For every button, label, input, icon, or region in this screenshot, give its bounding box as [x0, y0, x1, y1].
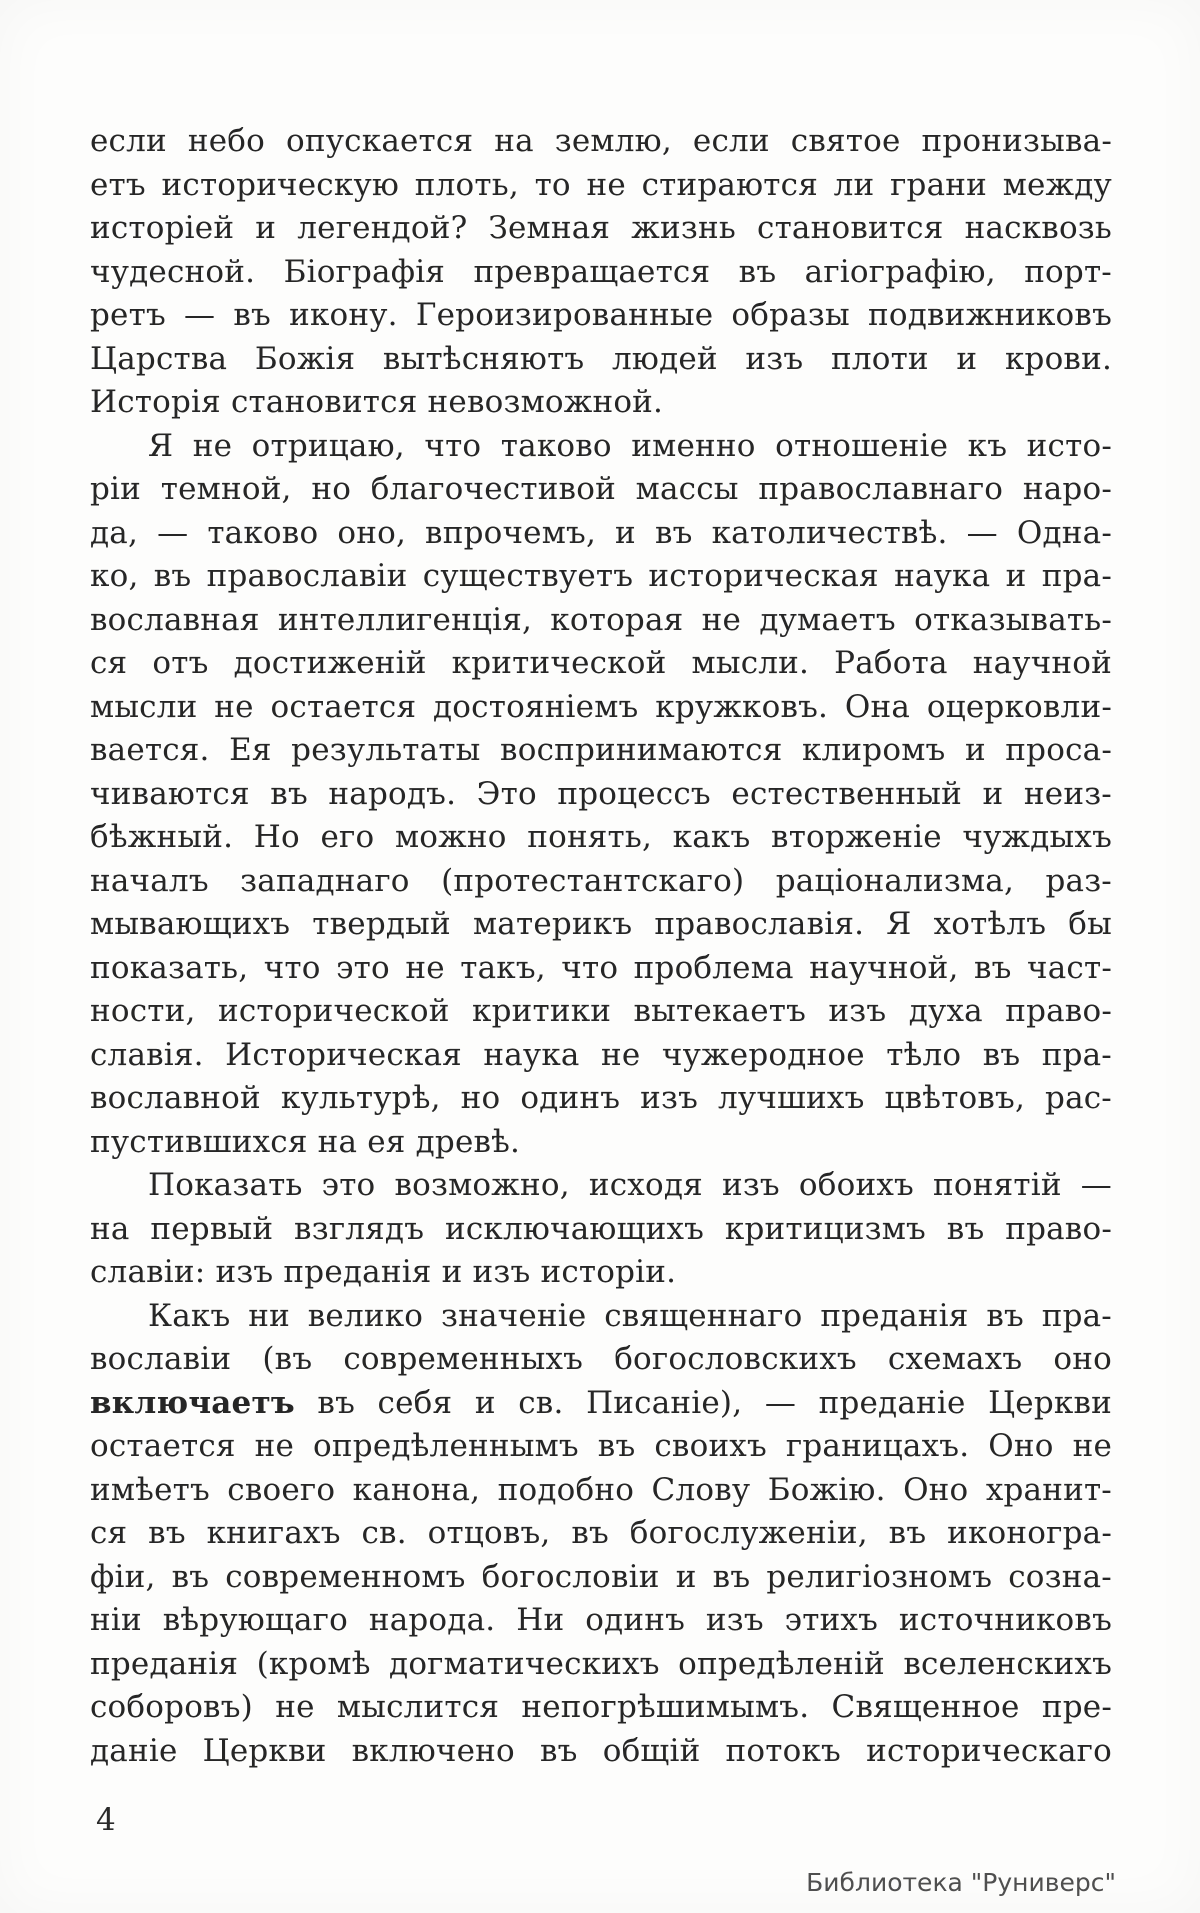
text-line: славіи: изъ преданія и изъ исторіи.: [90, 1254, 677, 1290]
text-line: да, — таково оно, впрочемъ, и въ католичествѣ. — Одна-: [90, 514, 1112, 551]
paragraph: [90, 425, 1112, 1165]
text-line: вославной культурѣ, но одинъ изъ лучшихъ цвѣтовъ, рас-: [90, 1080, 1112, 1116]
text-line: етъ историческую плоть, то не стираются ли грани между: [90, 166, 1112, 203]
text-block: [90, 120, 1112, 1773]
page-number: 4: [96, 1802, 116, 1838]
text-line: ся отъ достиженій критической мысли. Работа научной: [90, 645, 1112, 681]
text-line: вается. Ея результаты воспринимаются клиромъ и проса-: [90, 732, 1112, 768]
text-line: мысли не остается достояніемъ кружковъ. Она оцерковли-: [90, 688, 1112, 725]
text-line: ніи вѣрующаго народа. Ни одинъ изъ этихъ источниковъ: [90, 1602, 1112, 1638]
text-line: началъ западнаго (протестантскаго) раціонализма, раз-: [90, 862, 1112, 899]
text-line: исторіей и легендой? Земная жизнь становится насквозь: [90, 210, 1112, 246]
text-line: [90, 1382, 1112, 1426]
text-line: Исторія становится невозможной.: [90, 384, 664, 420]
text-line: имѣетъ своего канона, подобно Слову Божію. Оно хранит-: [90, 1471, 1112, 1508]
text-line: вославная интеллигенція, которая не думаетъ отказывать-: [90, 601, 1112, 638]
text-segment: въ себя и св. Писаніе), — преданіе Церкви: [294, 1384, 1112, 1421]
paragraph: [90, 120, 1112, 425]
text-line: Показать это возможно, исходя изъ обоихъ понятій —: [148, 1167, 1112, 1203]
text-line: соборовъ) не мыслится непогрѣшимымъ. Священное пре-: [90, 1689, 1112, 1725]
text-line: славія. Историческая наука не чужеродное тѣло въ пра-: [90, 1036, 1112, 1073]
text-line: Я не отрицаю, что таково именно отношеніе къ исто-: [148, 427, 1112, 464]
library-watermark: Библиотека "Руниверс": [806, 1868, 1116, 1897]
text-line: пустившихся на ея древѣ.: [90, 1123, 521, 1160]
text-line: чудесной. Біографія превращается въ агіографію, порт-: [90, 253, 1112, 290]
text-line: остается не опредѣленнымъ въ своихъ границахъ. Оно не: [90, 1428, 1112, 1464]
text-line: ретъ — въ икону. Героизированные образы подвижниковъ: [90, 297, 1112, 333]
text-line: Какъ ни велико значеніе священнаго преданія въ пра-: [148, 1297, 1112, 1334]
paragraph: [90, 1164, 1112, 1295]
text-line: показать, что это не такъ, что проблема научной, въ част-: [90, 949, 1112, 986]
text-line: если небо опускается на землю, если святое пронизыва-: [90, 123, 1112, 159]
text-line: бѣжный. Но его можно понять, какъ вторженіе чуждыхъ: [90, 819, 1112, 855]
text-line: даніе Церкви включено въ общій потокъ историческаго: [90, 1732, 1112, 1769]
text-line: чиваются въ народъ. Это процессъ естественный и неиз-: [90, 775, 1112, 812]
text-line: вославіи (въ современныхъ богословскихъ схемахъ оно: [90, 1341, 1112, 1377]
text-line: ности, исторической критики вытекаетъ изъ духа право-: [90, 993, 1112, 1029]
paragraph: [90, 1295, 1112, 1774]
text-line: фіи, въ современномъ богословіи и въ религіозномъ созна-: [90, 1558, 1112, 1595]
text-line: Царства Божія вытѣсняютъ людей изъ плоти и крови.: [90, 340, 1112, 377]
text-line: на первый взглядъ исключающихъ критицизмъ въ право-: [90, 1210, 1112, 1247]
text-line: ко, въ православіи существуетъ историческая наука и пра-: [90, 558, 1112, 594]
text-line: преданія (кромѣ догматическихъ опредѣленій вселенскихъ: [90, 1645, 1112, 1682]
emphasized-word: включаетъ: [90, 1384, 295, 1421]
text-line: ся въ книгахъ св. отцовъ, въ богослуженіи, въ иконогра-: [90, 1515, 1112, 1551]
text-line: мывающихъ твердый материкъ православія. Я хотѣлъ бы: [90, 906, 1112, 942]
text-line: ріи темной, но благочестивой массы православнаго наро-: [90, 471, 1112, 507]
